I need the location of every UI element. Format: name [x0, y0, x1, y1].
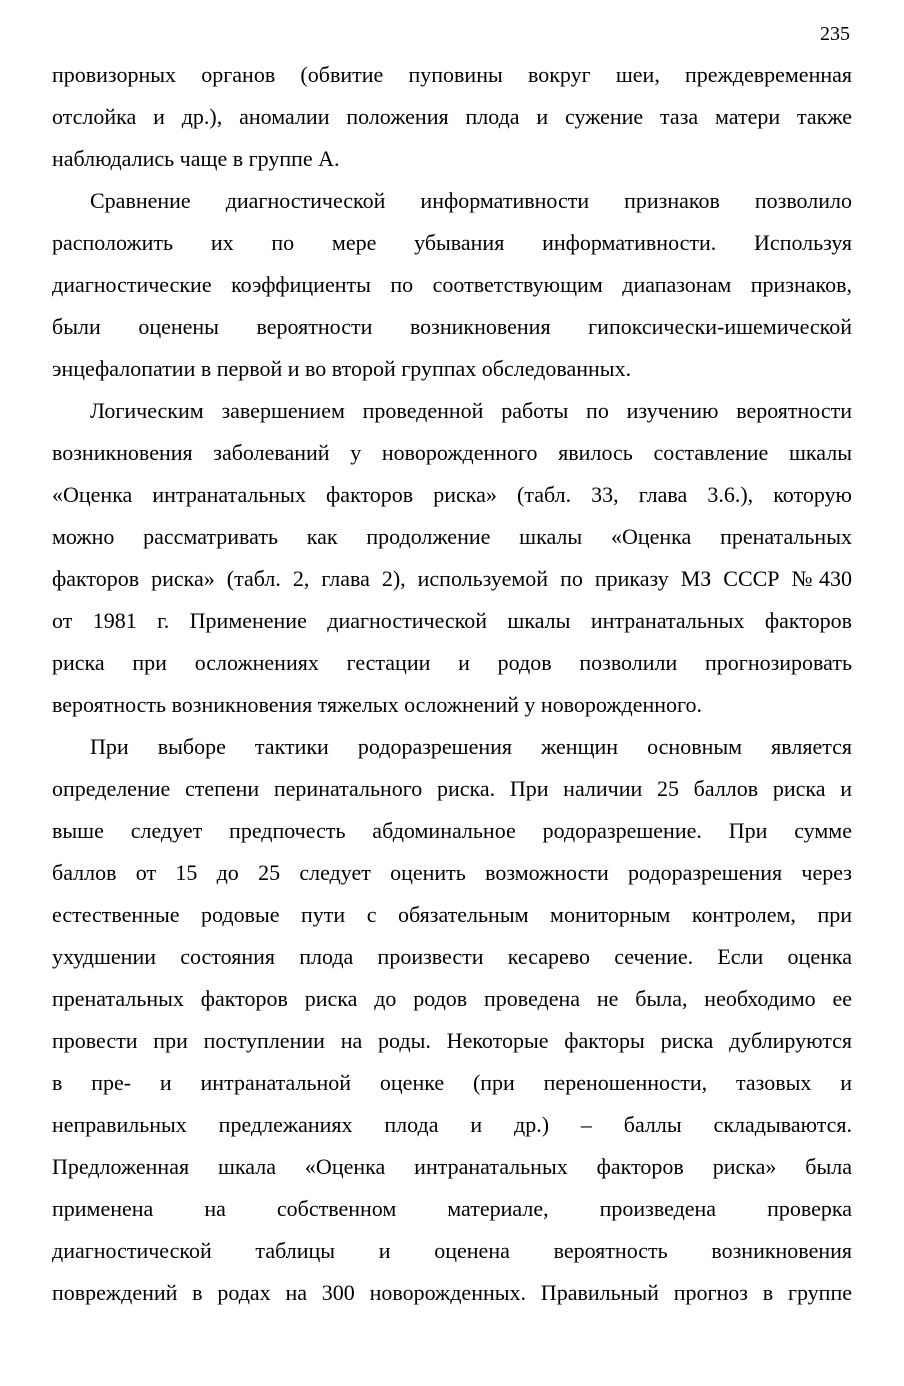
- text-line: естественные родовые пути с обязательным мониторным контролем, при: [52, 902, 852, 927]
- text-line: можно рассматривать как продолжение шкалы «Оценка пренатальных: [52, 524, 852, 549]
- text-line: наблюдались чаще в группе А.: [52, 146, 340, 171]
- page-number: 235: [820, 23, 850, 45]
- text-line: применена на собственном материале, произведена проверка: [52, 1196, 852, 1221]
- text-line: энцефалопатии в первой и во второй группах обследованных.: [52, 356, 632, 381]
- text-line: диагностической таблицы и оценена вероятность возникновения: [52, 1238, 852, 1263]
- text-line: провизорных органов (обвитие пуповины вокруг шеи, преждевременная: [52, 62, 852, 87]
- text-line: диагностические коэффициенты по соответствующим диапазонам признаков,: [52, 272, 852, 297]
- text-line: выше следует предпочесть абдоминальное родоразрешение. При сумме: [52, 818, 852, 843]
- text-line: Предложенная шкала «Оценка интранатальных факторов риска» была: [52, 1154, 852, 1179]
- text-line: от 1981 г. Применение диагностической шкалы интранатальных факторов: [52, 608, 852, 633]
- text-line: неправильных предлежаниях плода и др.) – баллы складываются.: [52, 1112, 852, 1137]
- text-line: определение степени перинатального риска. При наличии 25 баллов риска и: [52, 776, 852, 801]
- paragraph-first-line: При выборе тактики родоразрешения женщин основным является: [90, 734, 852, 759]
- text-line: провести при поступлении на роды. Некоторые факторы риска дублируются: [52, 1028, 852, 1053]
- text-line: расположить их по мере убывания информативности. Используя: [52, 230, 852, 255]
- text-line: баллов от 15 до 25 следует оценить возможности родоразрешения через: [52, 860, 852, 885]
- text-line: в пре- и интранатальной оценке (при переношенности, тазовых и: [52, 1070, 852, 1095]
- text-line: вероятность возникновения тяжелых осложнений у новорожденного.: [52, 692, 703, 717]
- text-line: факторов риска» (табл. 2, глава 2), используемой по приказу МЗ СССР №430: [52, 566, 852, 591]
- text-line: повреждений в родах на 300 новорожденных. Правильный прогноз в группе: [52, 1280, 852, 1305]
- paragraph-first-line: Сравнение диагностической информативности признаков позволило: [90, 188, 852, 213]
- text-line: отслойка и др.), аномалии положения плода и сужение таза матери также: [52, 104, 852, 129]
- text-line: были оценены вероятности возникновения гипоксически-ишемической: [52, 314, 852, 339]
- document-page: [52, 0, 852, 1386]
- text-line: пренатальных факторов риска до родов проведена не была, необходимо ее: [52, 986, 852, 1011]
- text-line: ухудшении состояния плода произвести кесарево сечение. Если оценка: [52, 944, 852, 969]
- text-line: риска при осложнениях гестации и родов позволили прогнозировать: [52, 650, 852, 675]
- paragraph-first-line: Логическим завершением проведенной работы по изучению вероятности: [90, 398, 852, 423]
- text-line: возникновения заболеваний у новорожденного явилось составление шкалы: [52, 440, 852, 465]
- text-line: «Оценка интранатальных факторов риска» (табл. 33, глава 3.6.), которую: [52, 482, 852, 507]
